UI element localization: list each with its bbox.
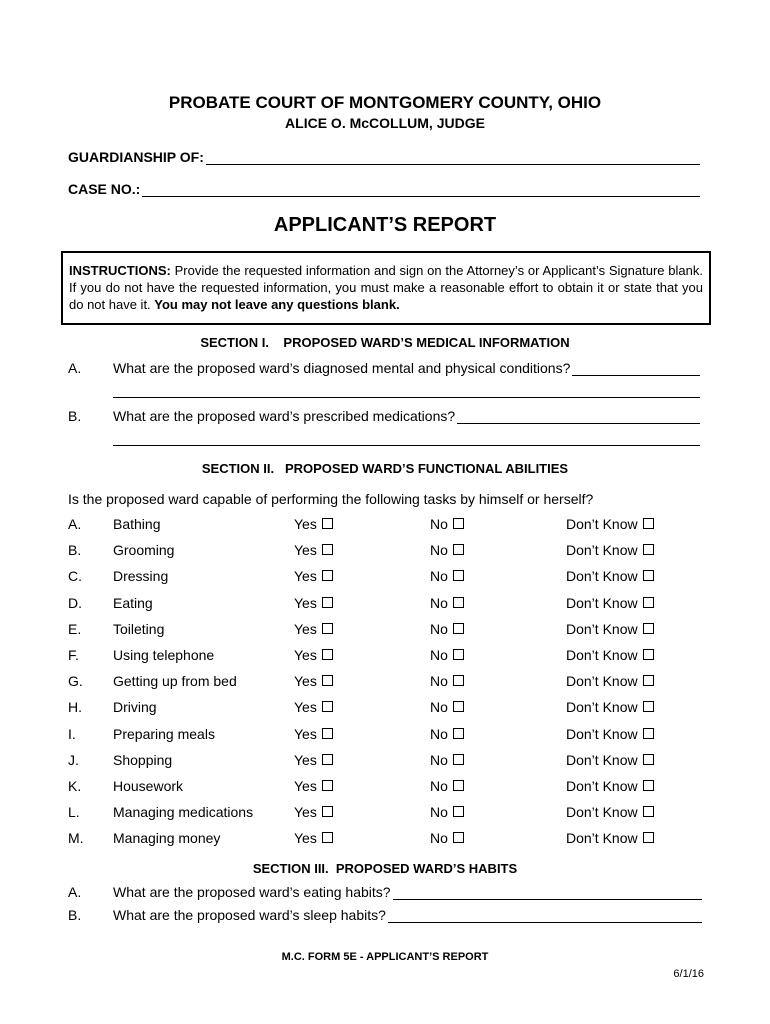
task-option-yes-label: Yes — [294, 647, 317, 663]
instructions-label: INSTRUCTIONS: — [69, 263, 171, 278]
task-option-yes-checkbox[interactable] — [322, 806, 333, 817]
task-row — [68, 699, 728, 717]
task-row — [68, 726, 728, 744]
task-letter: L. — [68, 804, 80, 821]
task-option-no-checkbox[interactable] — [453, 675, 464, 686]
task-option-yes-label: Yes — [294, 751, 317, 768]
task-option-dont-know-checkbox[interactable] — [643, 544, 654, 555]
case-number-input-line[interactable] — [142, 182, 700, 197]
task-option-yes-checkbox[interactable] — [322, 675, 333, 686]
task-option-yes-label: Yes — [294, 830, 317, 847]
task-option-dont-know-checkbox[interactable] — [643, 806, 654, 817]
task-row — [68, 830, 728, 848]
task-option-dont-know[interactable] — [566, 542, 654, 558]
section-1-q-a-answer-line-2[interactable] — [113, 397, 700, 398]
task-option-no-label: No — [430, 699, 448, 716]
task-option-no-checkbox[interactable] — [453, 597, 464, 608]
task-option-yes-label: Yes — [294, 804, 317, 821]
task-name: Driving — [113, 699, 157, 716]
section-1-q-b-answer-line[interactable] — [457, 409, 700, 424]
task-option-dont-know[interactable] — [566, 568, 654, 584]
instructions-text: Provide the requested information and sign on the Attorney’s or Applicant’s Signature blank. If you do not have the requested information, you must make a reasonable effort to obtain it or state that you do not have it. — [69, 263, 703, 312]
guardianship-label: GUARDIANSHIP OF: — [68, 149, 204, 165]
task-option-yes-label: Yes — [294, 594, 317, 611]
task-name: Dressing — [113, 568, 169, 585]
task-option-no-label: No — [430, 568, 448, 585]
task-option-dont-know[interactable] — [566, 726, 654, 742]
task-option-no-label: No — [430, 673, 448, 690]
task-option-yes-checkbox[interactable] — [322, 754, 333, 765]
instructions-box — [61, 251, 711, 325]
task-option-yes[interactable] — [294, 542, 333, 558]
task-name: Housework — [113, 778, 184, 794]
task-option-yes-checkbox[interactable] — [322, 570, 333, 581]
task-option-yes-checkbox[interactable] — [322, 728, 333, 739]
case-number-label: CASE NO.: — [68, 181, 141, 197]
section-3-q-b-text: What are the proposed ward’s sleep habits? — [113, 907, 386, 923]
task-option-yes-label: Yes — [294, 725, 317, 742]
task-row — [68, 568, 728, 586]
section-3-q-a-answer-line[interactable] — [393, 885, 702, 900]
task-option-dont-know[interactable] — [566, 830, 654, 846]
task-row — [68, 752, 728, 770]
task-option-no[interactable] — [430, 830, 464, 846]
task-option-dont-know-label: Don’t Know — [566, 647, 638, 663]
task-name: Managing money — [113, 830, 221, 847]
task-option-dont-know-checkbox[interactable] — [643, 754, 654, 765]
task-option-yes-label: Yes — [294, 673, 317, 690]
task-option-no[interactable] — [430, 726, 464, 742]
task-option-no-label: No — [430, 830, 448, 847]
task-letter: D. — [68, 594, 82, 611]
task-option-dont-know-checkbox[interactable] — [643, 728, 654, 739]
task-name: Getting up from bed — [113, 673, 237, 690]
task-option-dont-know-checkbox[interactable] — [643, 832, 654, 843]
task-option-yes[interactable] — [294, 621, 333, 637]
section-3-q-a-text: What are the proposed ward’s eating habits? — [113, 884, 391, 900]
form-date: 6/1/16 — [673, 968, 704, 980]
task-option-dont-know[interactable] — [566, 516, 654, 532]
task-option-yes[interactable] — [294, 726, 333, 742]
task-option-dont-know-label: Don’t Know — [566, 673, 638, 690]
task-option-dont-know[interactable] — [566, 647, 654, 663]
task-option-yes-checkbox[interactable] — [322, 544, 333, 555]
task-row — [68, 542, 728, 560]
section-3-q-a — [113, 884, 702, 900]
task-name: Toileting — [113, 620, 165, 637]
task-option-no-label: No — [430, 778, 448, 794]
task-letter: H. — [68, 699, 82, 716]
task-option-dont-know-checkbox[interactable] — [643, 623, 654, 634]
task-option-dont-know-label: Don’t Know — [566, 725, 638, 742]
task-name: Using telephone — [113, 647, 215, 663]
task-option-no-label: No — [430, 647, 448, 663]
task-option-yes-checkbox[interactable] — [322, 832, 333, 843]
task-option-yes[interactable] — [294, 568, 333, 584]
task-option-dont-know[interactable] — [566, 778, 654, 794]
task-option-no[interactable] — [430, 595, 464, 611]
task-option-yes-label: Yes — [294, 516, 317, 532]
section-1-heading: SECTION I. PROPOSED WARD’S MEDICAL INFORMATION — [200, 335, 570, 350]
task-option-yes-label: Yes — [294, 568, 317, 585]
task-option-yes[interactable] — [294, 752, 333, 768]
section-1-q-a-answer-line[interactable] — [572, 361, 700, 376]
task-option-yes-checkbox[interactable] — [322, 597, 333, 608]
task-option-dont-know-checkbox[interactable] — [643, 518, 654, 529]
task-row — [68, 804, 728, 822]
task-option-yes-label: Yes — [294, 620, 317, 637]
task-option-no[interactable] — [430, 647, 464, 663]
task-option-no-checkbox[interactable] — [453, 728, 464, 739]
task-option-no-label: No — [430, 516, 448, 532]
task-name: Bathing — [113, 516, 161, 532]
section-3-q-b — [113, 907, 702, 923]
task-option-dont-know-label: Don’t Know — [566, 542, 638, 559]
task-name: Grooming — [113, 542, 175, 559]
section-3-q-b-letter: B. — [68, 907, 82, 923]
task-option-no-label: No — [430, 620, 448, 637]
task-option-yes[interactable] — [294, 673, 333, 689]
task-option-dont-know-label: Don’t Know — [566, 830, 638, 847]
report-title: APPLICANT’S REPORT — [273, 214, 497, 236]
task-option-yes[interactable] — [294, 595, 333, 611]
section-1-q-b-answer-line-2[interactable] — [113, 445, 700, 446]
task-option-no[interactable] — [430, 699, 464, 715]
task-option-yes[interactable] — [294, 647, 333, 663]
task-option-no-label: No — [430, 804, 448, 821]
task-letter: M. — [68, 830, 84, 847]
section-3-heading: SECTION III. PROPOSED WARD’S HABITS — [252, 861, 518, 876]
task-option-dont-know[interactable] — [566, 699, 654, 715]
task-letter: I. — [68, 725, 76, 742]
task-option-dont-know-label: Don’t Know — [566, 699, 638, 716]
section-2-intro: Is the proposed ward capable of performing the following tasks by himself or herself? — [68, 491, 594, 507]
guardianship-field — [68, 149, 700, 165]
section-1-q-b-letter: B. — [68, 408, 82, 424]
task-option-no[interactable] — [430, 804, 464, 820]
guardianship-input-line[interactable] — [206, 150, 700, 165]
form-footer: M.C. FORM 5E - APPLICANT’S REPORT — [281, 951, 489, 963]
task-option-dont-know-checkbox[interactable] — [643, 675, 654, 686]
task-option-dont-know-label: Don’t Know — [566, 594, 638, 611]
section-1-q-b — [113, 408, 700, 424]
task-option-dont-know-label: Don’t Know — [566, 778, 638, 794]
task-row — [68, 647, 728, 665]
task-option-no-checkbox[interactable] — [453, 570, 464, 581]
task-option-yes-checkbox[interactable] — [322, 518, 333, 529]
task-option-yes-label: Yes — [294, 778, 317, 794]
task-option-yes-checkbox[interactable] — [322, 701, 333, 712]
task-option-no[interactable] — [430, 568, 464, 584]
task-option-dont-know[interactable] — [566, 621, 654, 637]
section-3-q-a-letter: A. — [68, 884, 82, 900]
task-option-no-checkbox[interactable] — [453, 806, 464, 817]
task-letter: A. — [68, 516, 82, 532]
task-row — [68, 595, 728, 613]
instructions-emphasis: You may not leave any questions blank. — [154, 297, 400, 312]
task-option-no[interactable] — [430, 621, 464, 637]
task-option-yes-checkbox[interactable] — [322, 649, 333, 660]
task-row — [68, 516, 728, 534]
task-option-no-checkbox[interactable] — [453, 832, 464, 843]
task-option-dont-know-checkbox[interactable] — [643, 597, 654, 608]
task-option-dont-know-label: Don’t Know — [566, 751, 638, 768]
task-option-no-label: No — [430, 594, 448, 611]
task-letter: J. — [68, 751, 79, 768]
task-option-no[interactable] — [430, 752, 464, 768]
task-option-dont-know-label: Don’t Know — [566, 804, 638, 821]
task-row — [68, 673, 728, 691]
task-row — [68, 778, 728, 796]
task-option-dont-know[interactable] — [566, 673, 654, 689]
task-option-no-label: No — [430, 751, 448, 768]
task-option-no-label: No — [430, 725, 448, 742]
task-option-no[interactable] — [430, 542, 464, 558]
task-option-no-checkbox[interactable] — [453, 623, 464, 634]
court-title: PROBATE COURT OF MONTGOMERY COUNTY, OHIO — [168, 93, 602, 112]
task-option-yes-checkbox[interactable] — [322, 780, 333, 791]
task-option-dont-know-checkbox[interactable] — [643, 701, 654, 712]
task-option-yes-label: Yes — [294, 699, 317, 716]
task-option-dont-know-label: Don’t Know — [566, 568, 638, 585]
task-name: Managing medications — [113, 804, 254, 821]
task-option-dont-know[interactable] — [566, 752, 654, 768]
task-option-yes[interactable] — [294, 516, 333, 532]
section-3-q-b-answer-line[interactable] — [388, 908, 702, 923]
section-1-q-a — [113, 360, 700, 376]
task-name: Eating — [113, 594, 153, 611]
task-option-no[interactable] — [430, 516, 464, 532]
task-name: Shopping — [113, 751, 173, 768]
case-number-field — [68, 181, 700, 197]
task-option-yes[interactable] — [294, 830, 333, 846]
task-option-dont-know-label: Don’t Know — [566, 516, 638, 532]
task-option-no[interactable] — [430, 778, 464, 794]
task-option-dont-know-checkbox[interactable] — [643, 570, 654, 581]
section-2-heading: SECTION II. PROPOSED WARD’S FUNCTIONAL ABILITIES — [201, 461, 569, 476]
task-option-yes[interactable] — [294, 804, 333, 820]
task-option-no-label: No — [430, 542, 448, 559]
task-option-no[interactable] — [430, 673, 464, 689]
task-option-yes-checkbox[interactable] — [322, 623, 333, 634]
task-option-dont-know-checkbox[interactable] — [643, 649, 654, 660]
judge-name: ALICE O. McCOLLUM, JUDGE — [285, 115, 485, 131]
task-option-dont-know-checkbox[interactable] — [643, 780, 654, 791]
task-letter: E. — [68, 620, 82, 637]
section-1-q-a-letter: A. — [68, 360, 82, 376]
task-letter: F. — [68, 647, 79, 663]
task-letter: G. — [68, 673, 83, 690]
task-option-dont-know-label: Don’t Know — [566, 620, 638, 637]
task-option-yes-label: Yes — [294, 542, 317, 559]
section-1-q-a-text: What are the proposed ward’s diagnosed mental and physical conditions? — [113, 360, 571, 376]
task-option-yes[interactable] — [294, 778, 333, 794]
task-option-no-checkbox[interactable] — [453, 754, 464, 765]
task-option-no-checkbox[interactable] — [453, 518, 464, 529]
task-option-no-checkbox[interactable] — [453, 701, 464, 712]
task-option-no-checkbox[interactable] — [453, 780, 464, 791]
task-row — [68, 621, 728, 639]
task-name: Preparing meals — [113, 725, 215, 742]
task-option-yes[interactable] — [294, 699, 333, 715]
task-letter: B. — [68, 542, 82, 559]
task-option-no-checkbox[interactable] — [453, 544, 464, 555]
section-1-q-b-text: What are the proposed ward’s prescribed medications? — [113, 408, 456, 424]
task-option-dont-know[interactable] — [566, 804, 654, 820]
task-letter: K. — [68, 778, 82, 794]
task-letter: C. — [68, 568, 82, 585]
task-option-no-checkbox[interactable] — [453, 649, 464, 660]
task-option-dont-know[interactable] — [566, 595, 654, 611]
